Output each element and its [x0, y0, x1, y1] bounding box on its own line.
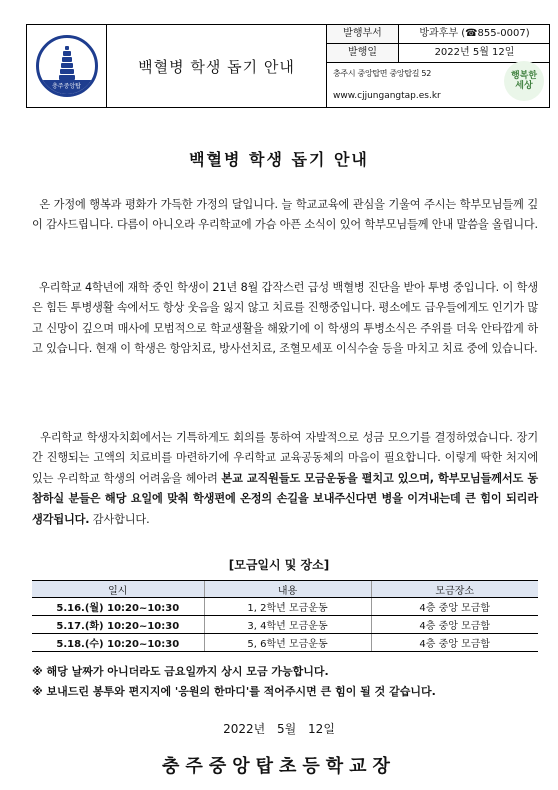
paragraph-fundraising-end: 감사합니다.	[89, 512, 150, 526]
cell-place: 4층 중앙 모금함	[371, 598, 538, 616]
seal-text: 충주중앙탑	[39, 80, 95, 94]
col-header-time: 일시	[32, 581, 204, 598]
table-row	[32, 634, 538, 652]
dept-row	[327, 25, 550, 44]
date-value: 2022년 5월 12일	[434, 47, 515, 58]
principal-signature: 충주중앙탑초등학교장	[162, 756, 396, 777]
website-link[interactable]: www.cjjungangtap.es.kr	[333, 91, 441, 101]
paragraph-fundraising-text: 우리학교 학생자치회에서는 기특하게도 회의를 통하여 자발적으로 성금 모으기를 결정하였습니다. 장기간 진행되는 고액의 치료비를 마련하기에 우리학교 교육공동체의 마음이 필요합니다. 이렇게 딱한 처지에 있는 우리학교 학생의 어려움을 헤아려	[32, 431, 538, 485]
paragraph-greeting	[32, 195, 538, 236]
col-header-place: 모금장소	[371, 581, 538, 598]
schedule-header-row	[32, 581, 538, 598]
paragraph-fundraising	[32, 428, 538, 530]
cell-content: 3, 4학년 모금운동	[204, 616, 371, 634]
document-title: 백혈병 학생 돕기 안내	[189, 150, 369, 169]
schedule-table	[32, 580, 538, 652]
schedule-title: [모금일시 및 장소]	[228, 558, 330, 572]
cell-content: 5, 6학년 모금운동	[204, 634, 371, 652]
date-label: 발행일	[327, 44, 399, 62]
issue-date: 2022년 5월 12일	[223, 722, 335, 736]
note-anytime: ※ 해당 날짜가 아니더라도 금요일까지 상시 모금 가능합니다.	[32, 665, 329, 678]
paragraph-student-text: 우리학교 4학년에 재학 중인 학생이 21년 8월 갑작스런 급성 백혈병 진단을 받아 투병 중입니다. 이 학생은 힘든 투병생활 속에서도 항상 웃음을 잃지 않고 치료를 진행중입니다. 평소에도 급우들에게도 인기가 많고 신망이 깊으며 매사에 모범적으로 학교생활을 해왔기에 이 학생의 투병소식은 주위를 더욱 안타깝게 하고 있습니다. 현재 이 학생은 항암치료, 방사선치료, 조혈모세포 이식수술 등을 마치고 치료 중에 있습니다.	[32, 281, 538, 356]
pagoda-icon	[59, 46, 75, 82]
table-row	[32, 616, 538, 634]
happy-world-badge-icon	[504, 61, 544, 101]
cell-time: 5.18.(수) 10:20~10:30	[32, 634, 204, 652]
col-header-content: 내용	[204, 581, 371, 598]
cell-time: 5.16.(월) 10:20~10:30	[32, 598, 204, 616]
cell-place: 4층 중앙 모금함	[371, 616, 538, 634]
header-info	[327, 25, 550, 107]
newsletter-header	[26, 24, 550, 108]
header-title: 백혈병 학생 돕기 안내	[107, 25, 327, 107]
cell-place: 4층 중앙 모금함	[371, 634, 538, 652]
note-message: ※ 보내드린 봉투와 편지지에 '응원의 한마디'를 적어주시면 큰 힘이 될 것 같습니다.	[32, 685, 436, 698]
cell-time: 5.17.(화) 10:20~10:30	[32, 616, 204, 634]
paragraph-greeting-text: 온 가정에 행복과 평화가 가득한 가정의 달입니다. 늘 학교교육에 관심을 기울여 주시는 학부모님들께 깊이 감사드립니다. 다름이 아니오라 우리학교에 가슴 아픈 소식이 있어 학부모님들께 안내 말씀을 올립니다.	[32, 198, 539, 232]
cell-content: 1, 2학년 모금운동	[204, 598, 371, 616]
paragraph-fundraising-bold: 본교 교직원들도 모금운동을 펼치고 있으며, 학부모님들께서도 동참하실 분들은 해당 요일에 맞춰 학생편에 온정의 손길을 보내주신다면 병을 이겨내는데 큰 힘이 되리라 생각됩니다.	[32, 471, 538, 526]
address: 충주시 중앙탑면 중앙탑길 52	[333, 69, 432, 78]
logo-cell	[27, 25, 107, 107]
date-row	[327, 44, 550, 63]
paragraph-student	[32, 278, 538, 360]
badge-text: 행복한 세상	[510, 71, 538, 91]
dept-label: 발행부서	[327, 25, 399, 43]
school-seal-icon	[36, 35, 98, 97]
dept-value: 방과후부 (☎855-0007)	[419, 28, 530, 39]
table-row	[32, 598, 538, 616]
